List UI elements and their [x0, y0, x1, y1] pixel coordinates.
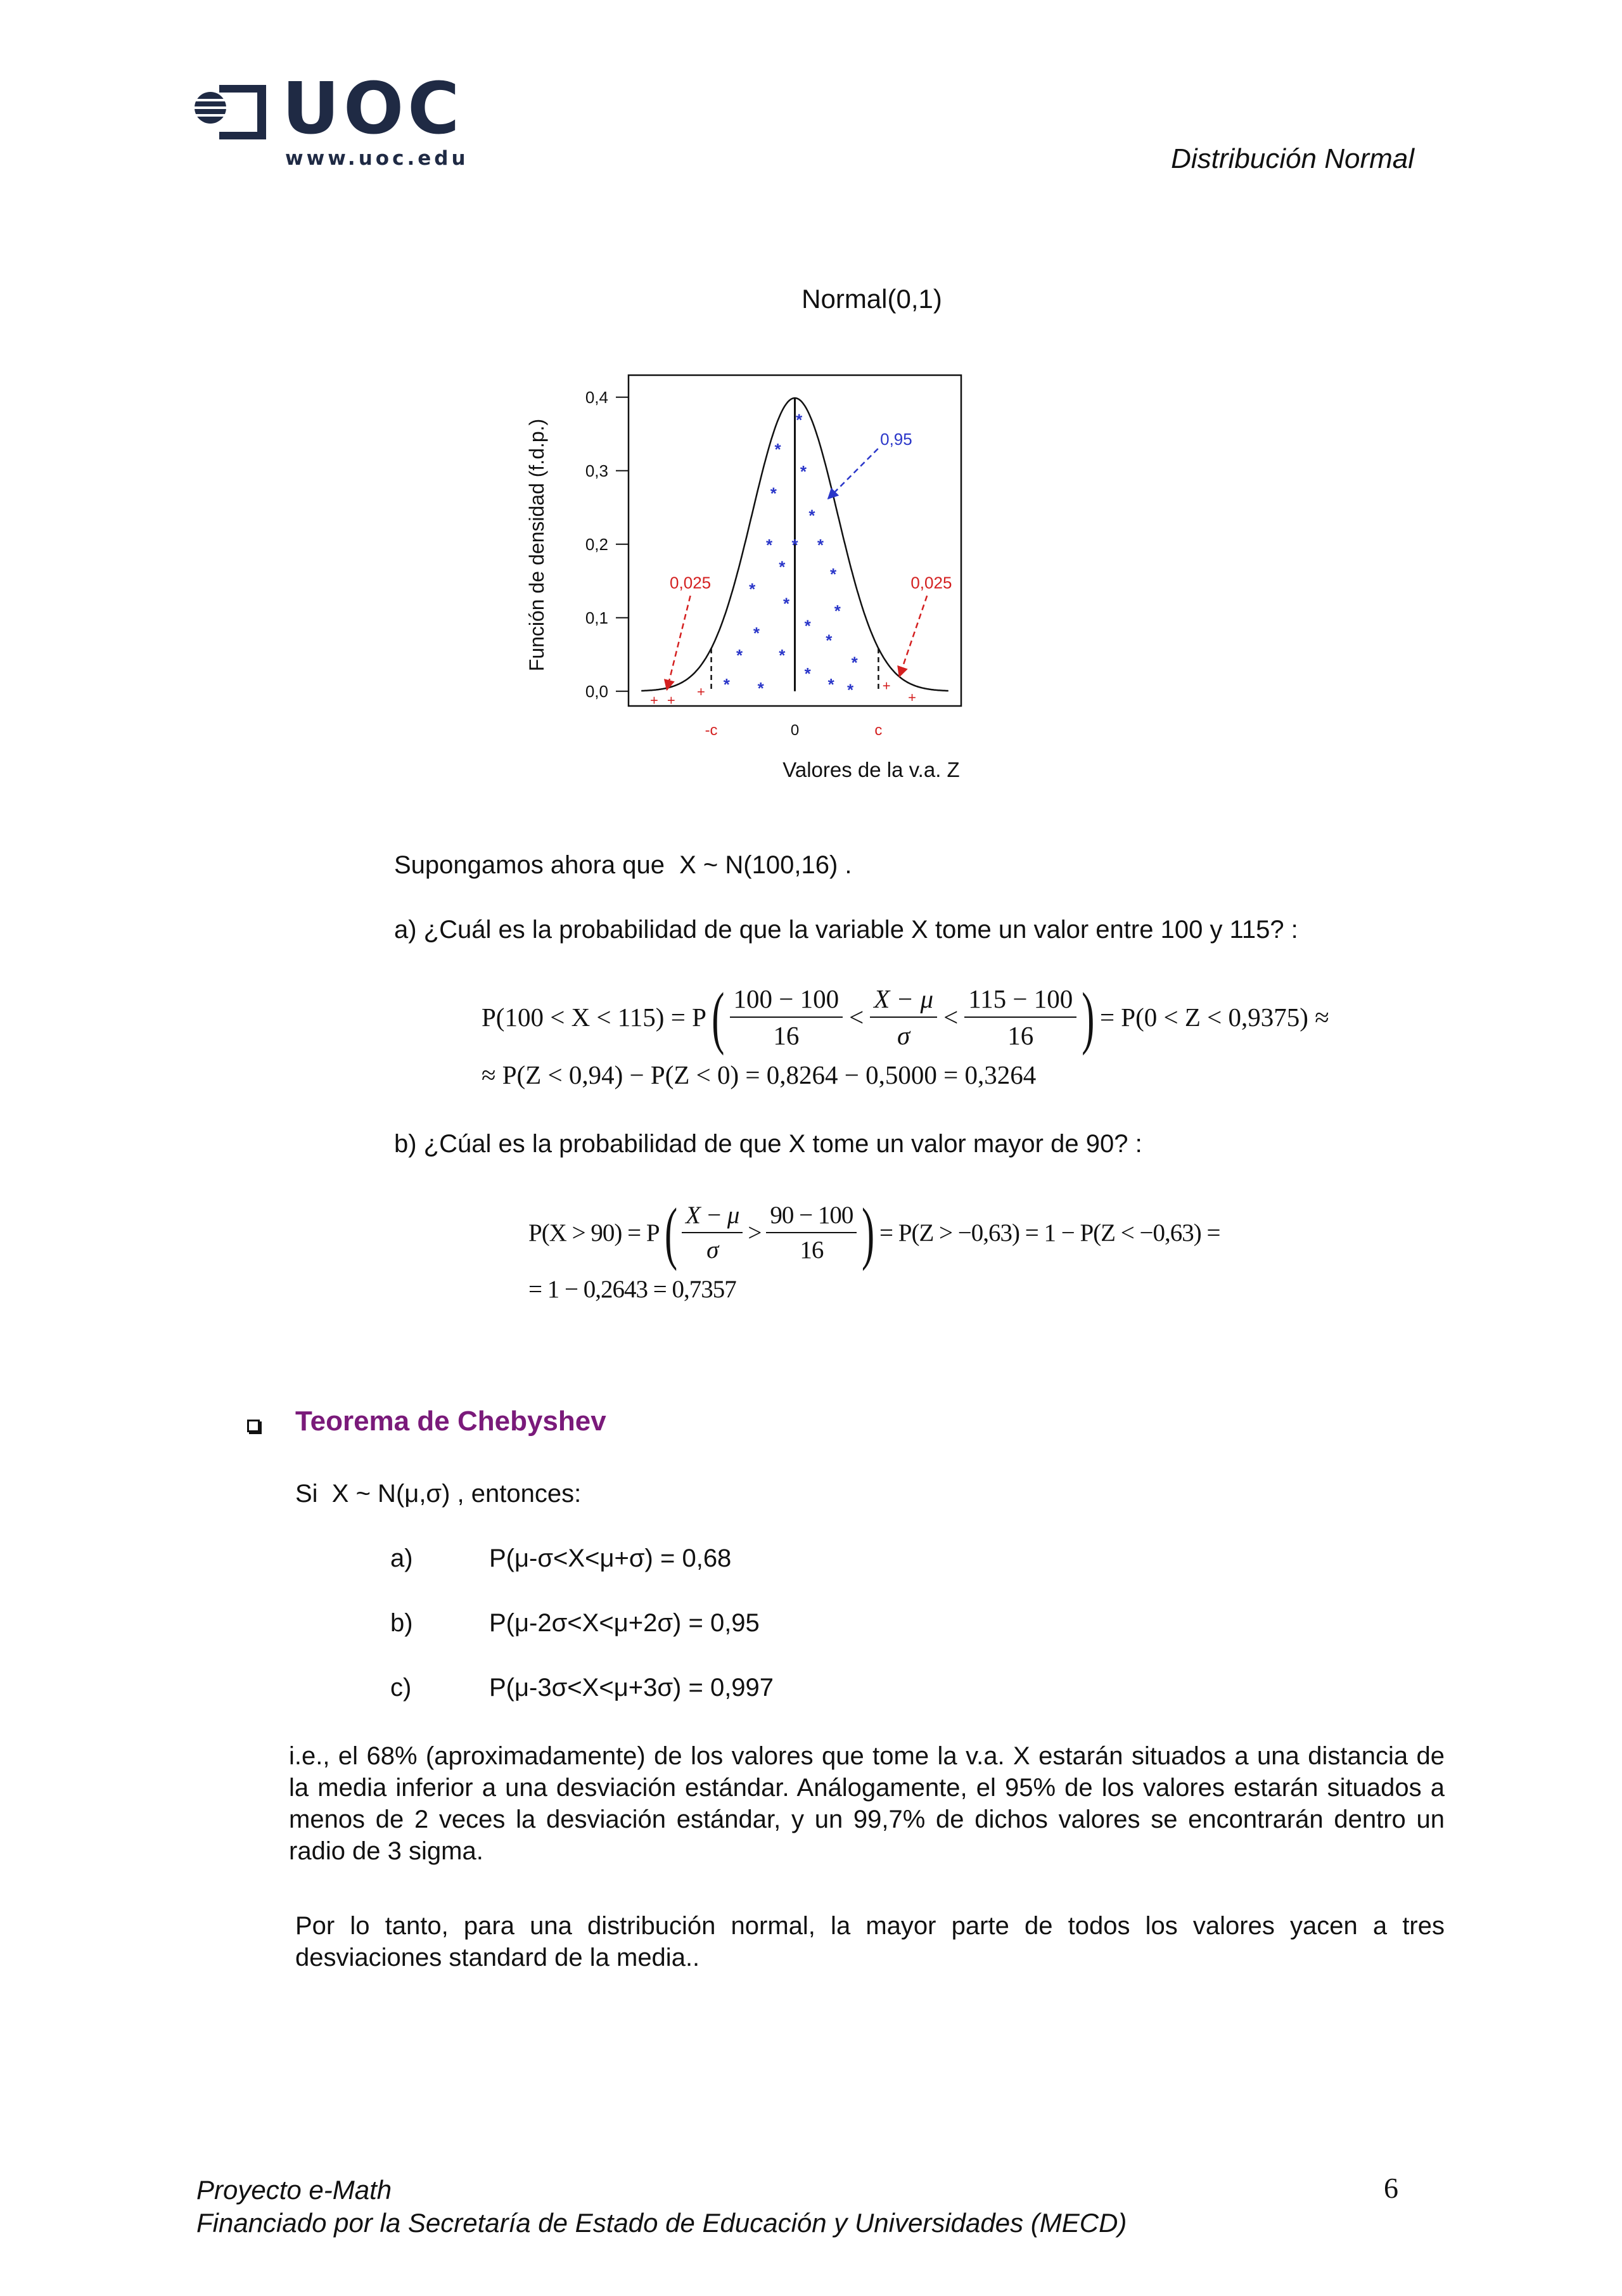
y-tick-label: 0,4 — [585, 387, 608, 407]
logo-name: UOC — [282, 68, 464, 150]
center-point: * — [770, 484, 777, 503]
chebyshev-title: Teorema de Chebyshev — [295, 1406, 606, 1437]
paren-open: ( — [664, 1194, 677, 1271]
item-text: P(μ-σ<X<μ+σ) = 0,68 — [489, 1544, 732, 1572]
list-item — [390, 1542, 774, 1607]
eq-a-frac2-num: X − μ — [870, 984, 937, 1018]
chebyshev-paragraph-2: Por lo tanto, para una distribución normal, la mayor parte de todos los valores yacen a tres desviaciones standard de la media.. — [295, 1912, 1445, 1972]
eq-b-lhs: P(X > 90) = P — [528, 1219, 660, 1247]
list-item — [390, 1672, 774, 1736]
x-tick-label: -c — [705, 722, 718, 739]
x-axis — [705, 722, 883, 739]
eq-a-frac3-den: 16 — [1007, 1021, 1034, 1050]
chebyshev-paragraph-1: i.e., el 68% (aproximadamente) de los valores que tome la v.a. X estarán situados a una distancia de la media inferior a una desviación estándar. Análogamente, el 95% de los valores estarán situados a menos de 2 veces la desviación estándar, y un 99,7% de dichos valores se encontrarán dentro un radio de 3 sigma. — [289, 1742, 1445, 1865]
tail-point: + — [908, 689, 917, 706]
chart-title: Normal(0,1) — [801, 284, 942, 314]
eq-a-frac2-den: σ — [897, 1021, 910, 1050]
item-label: b) — [390, 1609, 413, 1637]
center-point: * — [796, 410, 803, 430]
eq-b-frac2-num: 90 − 100 — [766, 1201, 857, 1233]
center-point: * — [830, 565, 837, 584]
uoc-logo — [190, 68, 469, 176]
annotation-left-arrow — [667, 596, 691, 689]
y-tick-label: 0,0 — [585, 681, 608, 701]
eq-b-frac1-den: σ — [706, 1236, 718, 1264]
center-point: * — [736, 645, 743, 665]
center-point: * — [826, 631, 833, 650]
item-label: c) — [390, 1674, 412, 1702]
center-point: * — [804, 664, 811, 683]
center-point: * — [723, 675, 730, 695]
eq-a-frac1 — [730, 984, 843, 1051]
tail-point: + — [696, 683, 705, 700]
center-point: * — [808, 506, 815, 525]
tail-point: + — [882, 677, 891, 694]
item-label: a) — [390, 1544, 413, 1572]
chebyshev-list — [390, 1542, 774, 1736]
eq-a-frac1-num: 100 − 100 — [730, 984, 843, 1018]
logo-url: www.uoc.edu — [285, 147, 469, 170]
center-point: * — [804, 616, 811, 636]
eq-a-lhs: P(100 < X < 115) = P — [482, 1003, 706, 1032]
eq-a-frac2 — [870, 984, 937, 1051]
chart-svg — [494, 279, 1128, 798]
annotation-095-arrow — [828, 449, 878, 499]
equation-b-line2: = 1 − 0,2643 = 0,7357 — [528, 1276, 736, 1303]
center-point: * — [766, 535, 773, 555]
square-bullet-icon — [247, 1420, 260, 1432]
y-axis-label: Función de densidad (f.d.p.) — [525, 418, 548, 672]
footer-line-2: Financiado por la Secretaría de Estado de Educación y Universidades (MECD) — [196, 2208, 1127, 2238]
y-tick-label: 0,3 — [585, 461, 608, 480]
annotation-left-tail: 0,025 — [670, 573, 712, 593]
uoc-globe-icon — [190, 75, 272, 144]
equation-a-line2: ≈ P(Z < 0,94) − P(Z < 0) = 0,8264 − 0,5000 = 0,3264 — [482, 1060, 1037, 1089]
item-text: P(μ-3σ<X<μ+3σ) = 0,997 — [489, 1674, 774, 1702]
paren-close: ) — [862, 1194, 874, 1271]
center-point: * — [774, 440, 781, 459]
y-tick-label: 0,1 — [585, 608, 608, 627]
center-point: * — [749, 579, 756, 599]
annotation-right-arrow — [899, 596, 927, 677]
center-point: * — [757, 679, 764, 698]
intro-text: Supongamos ahora que — [394, 851, 665, 879]
center-point: * — [800, 461, 807, 481]
equation-b-line1 — [528, 1191, 1220, 1274]
annotation-095: 0,95 — [880, 430, 912, 449]
center-point: * — [851, 653, 858, 672]
eq-b-gt: > — [748, 1219, 762, 1247]
chebyshev-intro: Si X ~ N(μ,σ) , entonces: — [295, 1480, 582, 1508]
eq-a-frac1-den: 16 — [773, 1021, 800, 1050]
center-point: * — [791, 535, 798, 555]
tail-point: + — [649, 692, 658, 709]
center-point: * — [817, 535, 824, 555]
question-a: a) ¿Cuál es la probabilidad de que la variable X tome un valor entre 100 y 115? : — [394, 916, 1298, 944]
center-point: * — [846, 680, 854, 700]
center-point: * — [827, 675, 834, 695]
eq-a-frac3-num: 115 − 100 — [964, 984, 1076, 1018]
eq-b-frac1 — [682, 1201, 743, 1264]
annotation-right-tail: 0,025 — [910, 573, 952, 593]
center-point: * — [782, 594, 790, 613]
x-axis-label: Valores de la v.a. Z — [782, 758, 960, 781]
eq-b-frac2 — [766, 1201, 857, 1264]
eq-b-rhs: = P(Z > −0,63) = 1 − P(Z < −0,63) = — [879, 1219, 1220, 1247]
normal-chart — [494, 279, 1128, 798]
list-item — [390, 1607, 774, 1672]
eq-a-lt1: < — [849, 1003, 864, 1032]
plot-area — [641, 398, 952, 709]
page-number: 6 — [1384, 2172, 1398, 2204]
center-point: * — [779, 557, 786, 577]
eq-a-lt2: < — [943, 1003, 959, 1032]
paren-open: ( — [712, 978, 725, 1056]
tail-point: + — [667, 692, 675, 709]
equation-a-line1 — [482, 976, 1329, 1058]
section-title: Distribución Normal — [1171, 143, 1414, 174]
eq-b-frac2-den: 16 — [800, 1236, 824, 1264]
center-point: * — [779, 645, 786, 665]
x-tick-label: 0 — [790, 722, 800, 739]
y-tick-label: 0,2 — [585, 534, 608, 554]
eq-a-frac3 — [964, 984, 1076, 1051]
eq-a-rhs: = P(0 < Z < 0,9375) ≈ — [1099, 1003, 1329, 1032]
intro-math: X ~ N(100,16) . — [679, 851, 852, 879]
center-point: * — [753, 624, 760, 643]
item-text: P(μ-2σ<X<μ+2σ) = 0,95 — [489, 1609, 760, 1637]
y-axis — [585, 388, 629, 701]
x-tick-label: c — [874, 722, 883, 739]
question-b: b) ¿Cúal es la probabilidad de que X tome un valor mayor de 90? : — [394, 1130, 1142, 1158]
intro-line — [394, 849, 852, 881]
footer-line-1: Proyecto e-Math — [196, 2175, 392, 2205]
center-point: * — [834, 601, 841, 621]
paren-close: ) — [1082, 978, 1095, 1056]
eq-b-frac1-num: X − μ — [682, 1201, 743, 1233]
